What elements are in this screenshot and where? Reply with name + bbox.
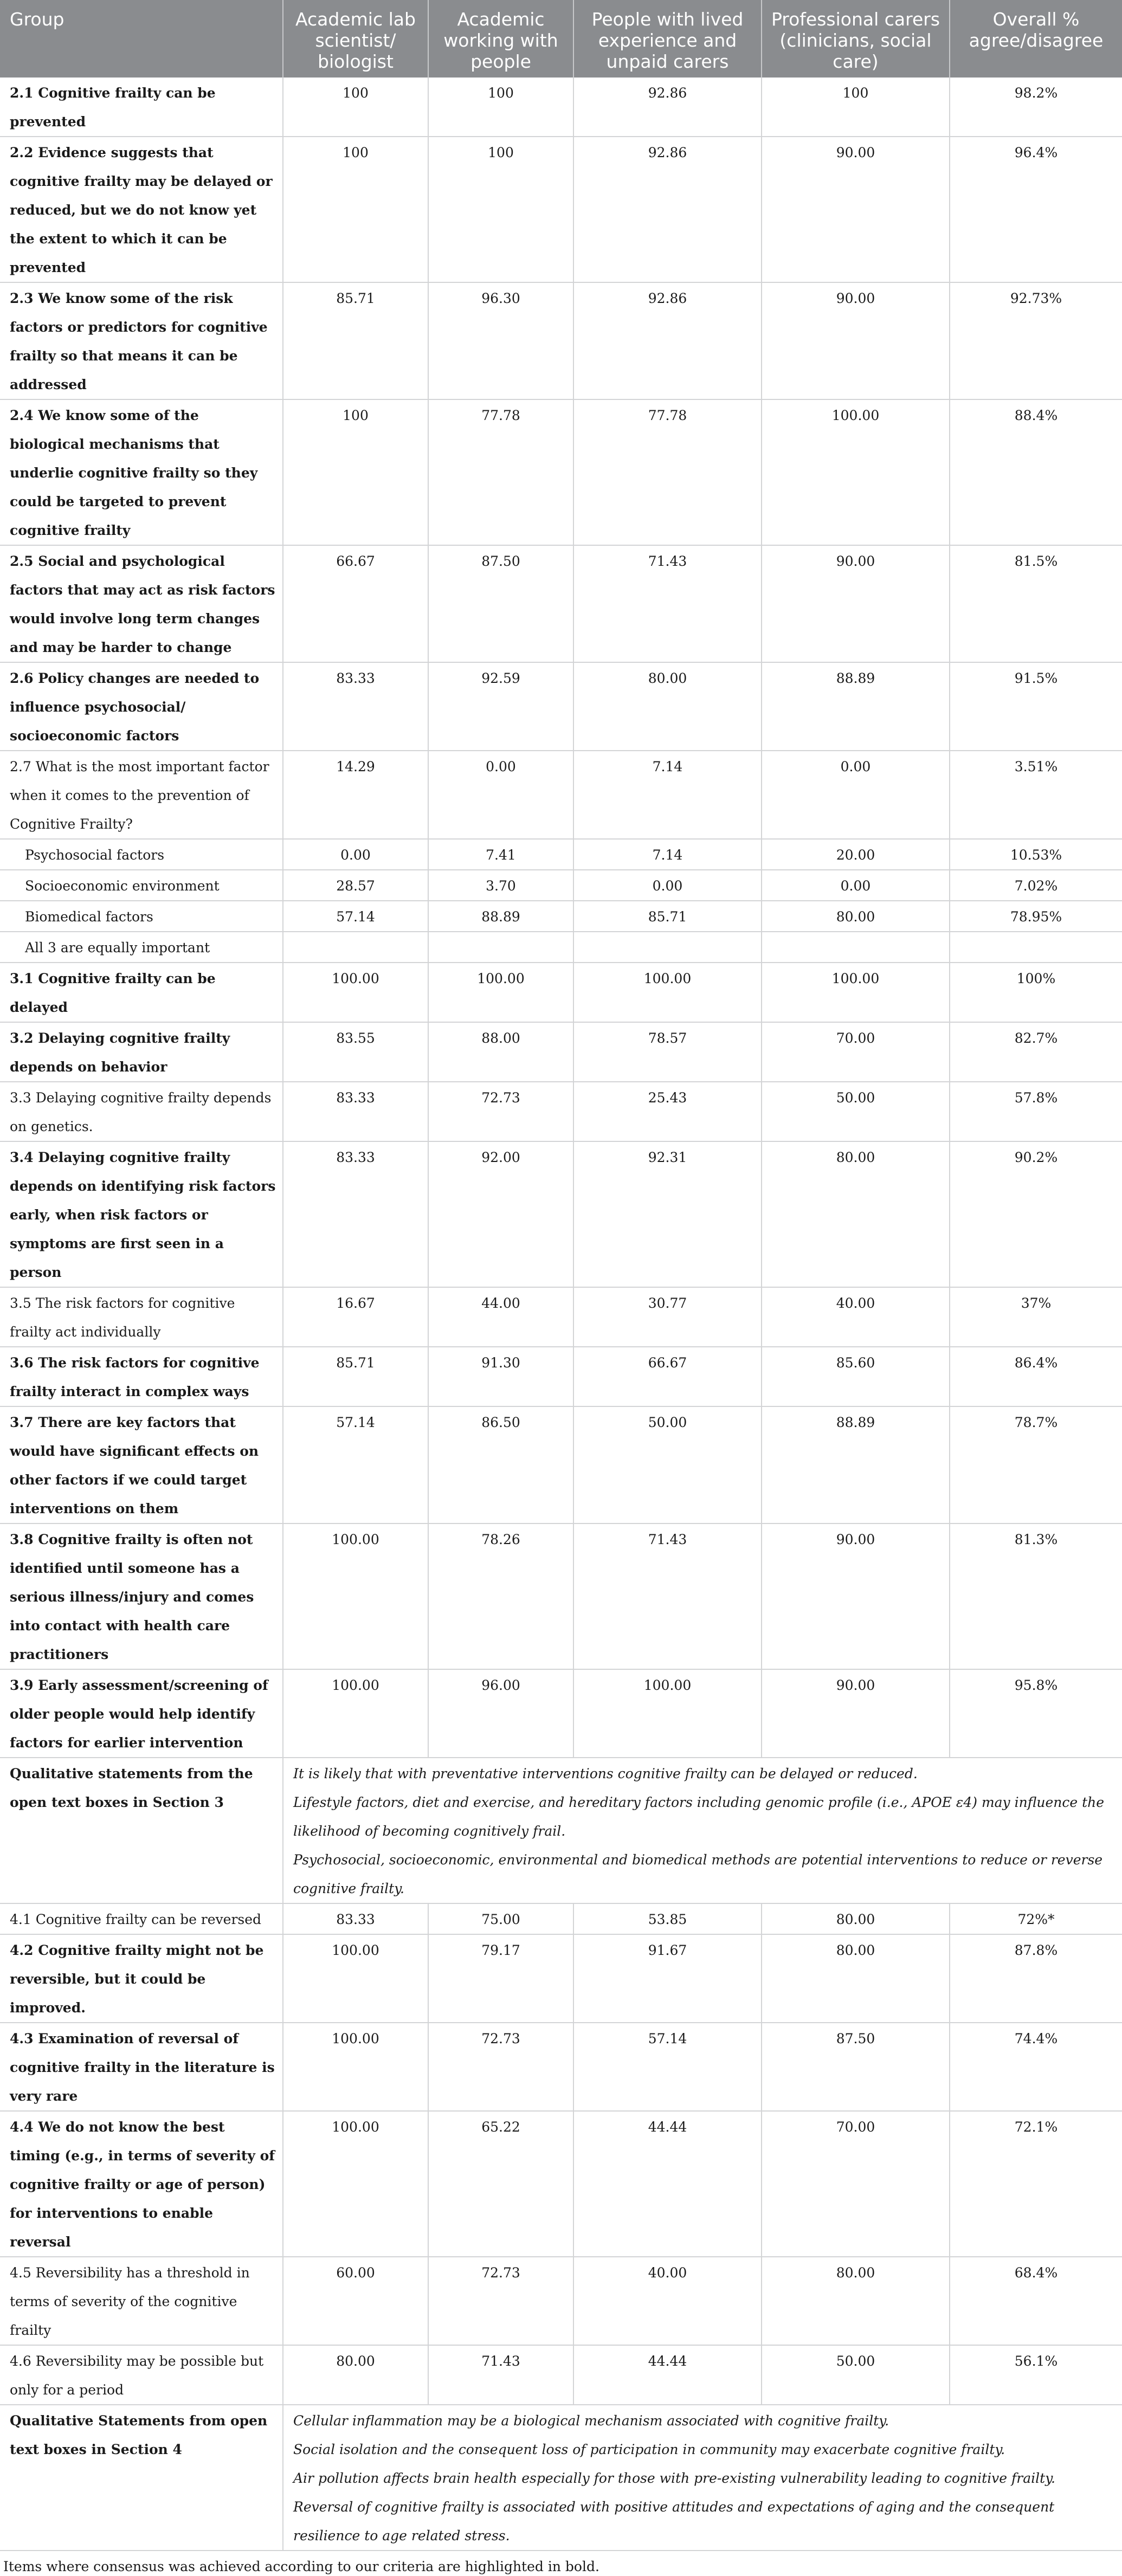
statement-cell: All 3 are equally important <box>0 932 283 963</box>
value-cell: 81.3% <box>950 1523 1122 1669</box>
value-cell: 3.51% <box>950 751 1122 839</box>
value-cell: 90.00 <box>762 1523 950 1669</box>
value-cell: 7.14 <box>573 751 762 839</box>
table-row <box>0 399 1122 545</box>
table-row <box>0 751 1122 839</box>
value-cell: 100 <box>762 78 950 137</box>
value-cell: 86.4% <box>950 1347 1122 1406</box>
value-cell: 79.17 <box>428 1934 573 2023</box>
table-row <box>0 963 1122 1022</box>
table-row <box>0 662 1122 751</box>
statement-cell: 4.6 Reversibility may be possible but only for a period <box>0 2345 283 2405</box>
table-row <box>0 870 1122 901</box>
value-cell: 80.00 <box>283 2345 428 2405</box>
value-cell: 60.00 <box>283 2257 428 2345</box>
statement-cell: 3.6 The risk factors for cognitive frailty interact in complex ways <box>0 1347 283 1406</box>
value-cell: 16.67 <box>283 1287 428 1347</box>
table-row <box>0 1669 1122 1758</box>
qualitative-statements <box>283 2405 1122 2551</box>
statement-cell: 3.8 Cognitive frailty is often not identified until someone has a serious illness/injury and comes into contact with health care practitioners <box>0 1523 283 1669</box>
value-cell: 85.71 <box>573 901 762 932</box>
statement-cell: 2.1 Cognitive frailty can be prevented <box>0 78 283 137</box>
statement-cell: 4.3 Examination of reversal of cognitive frailty in the literature is very rare <box>0 2023 283 2111</box>
value-cell: 100.00 <box>283 1523 428 1669</box>
value-cell: 50.00 <box>573 1406 762 1523</box>
value-cell: 80.00 <box>762 901 950 932</box>
value-cell: 100.00 <box>428 963 573 1022</box>
value-cell: 30.77 <box>573 1287 762 1347</box>
value-cell: 78.57 <box>573 1022 762 1082</box>
qualitative-statement: It is likely that with preventative interventions cognitive frailty can be delayed or reduced. <box>293 1766 918 1781</box>
statement-cell: Psychosocial factors <box>0 839 283 870</box>
value-cell: 92.59 <box>428 662 573 751</box>
value-cell <box>283 932 428 963</box>
value-cell: 88.4% <box>950 399 1122 545</box>
value-cell: 100.00 <box>573 1669 762 1758</box>
table-row <box>0 1347 1122 1406</box>
value-cell: 66.67 <box>283 545 428 662</box>
value-cell: 44.44 <box>573 2345 762 2405</box>
table-row <box>0 1141 1122 1287</box>
value-cell: 90.2% <box>950 1141 1122 1287</box>
value-cell: 40.00 <box>762 1287 950 1347</box>
table-row <box>0 932 1122 963</box>
value-cell: 81.5% <box>950 545 1122 662</box>
value-cell: 100 <box>283 399 428 545</box>
table-row <box>0 1934 1122 2023</box>
statement-cell: 4.5 Reversibility has a threshold in terms of severity of the cognitive frailty <box>0 2257 283 2345</box>
value-cell: 83.33 <box>283 662 428 751</box>
value-cell: 91.5% <box>950 662 1122 751</box>
value-cell: 0.00 <box>573 870 762 901</box>
value-cell <box>428 932 573 963</box>
value-cell: 85.71 <box>283 1347 428 1406</box>
value-cell: 71.43 <box>573 1523 762 1669</box>
value-cell: 72%* <box>950 1903 1122 1934</box>
value-cell: 87.50 <box>762 2023 950 2111</box>
value-cell: 70.00 <box>762 1022 950 1082</box>
value-cell: 100 <box>283 137 428 282</box>
statement-cell: Socioeconomic environment <box>0 870 283 901</box>
qualitative-statements <box>283 1758 1122 1903</box>
statement-cell: Biomedical factors <box>0 901 283 932</box>
value-cell: 86.50 <box>428 1406 573 1523</box>
value-cell <box>762 932 950 963</box>
table-row <box>0 1287 1122 1347</box>
value-cell: 100.00 <box>283 1934 428 2023</box>
value-cell: 72.73 <box>428 2257 573 2345</box>
value-cell: 92.73% <box>950 282 1122 399</box>
value-cell: 96.4% <box>950 137 1122 282</box>
value-cell: 57.14 <box>283 901 428 932</box>
value-cell: 71.43 <box>428 2345 573 2405</box>
value-cell: 95.8% <box>950 1669 1122 1758</box>
value-cell: 80.00 <box>762 1934 950 2023</box>
value-cell: 100.00 <box>283 2111 428 2257</box>
value-cell: 100.00 <box>762 963 950 1022</box>
value-cell: 65.22 <box>428 2111 573 2257</box>
statement-cell: 3.7 There are key factors that would have significant effects on other factors if we could target interventions on them <box>0 1406 283 1523</box>
statement-cell: 3.9 Early assessment/screening of older people would help identify factors for earlier intervention <box>0 1669 283 1758</box>
value-cell: 100 <box>428 137 573 282</box>
value-cell: 44.44 <box>573 2111 762 2257</box>
table-row <box>0 2111 1122 2257</box>
value-cell: 100.00 <box>283 963 428 1022</box>
header-professional-carers: Professional carers (clinicians, social care) <box>762 0 950 78</box>
table-row <box>0 1082 1122 1141</box>
qualitative-statement: Reversal of cognitive frailty is associated with positive attitudes and expectations of aging and the consequent resilience to age related stress. <box>293 2499 1055 2543</box>
statement-cell: 2.5 Social and psychological factors that may act as risk factors would involve long term changes and may be harder to change <box>0 545 283 662</box>
value-cell: 92.31 <box>573 1141 762 1287</box>
table-body <box>0 78 1122 2551</box>
value-cell: 82.7% <box>950 1022 1122 1082</box>
qualitative-statement: Psychosocial, socioeconomic, environmental and biomedical methods are potential interventions to reduce or reverse cognitive frailty. <box>293 1852 1103 1896</box>
table-row <box>0 839 1122 870</box>
qualitative-label: Qualitative Statements from open text boxes in Section 4 <box>0 2405 283 2551</box>
value-cell: 37% <box>950 1287 1122 1347</box>
qualitative-statement: Cellular inflammation may be a biological mechanism associated with cognitive frailty. <box>293 2413 889 2429</box>
table-row <box>0 1022 1122 1082</box>
table-row <box>0 78 1122 137</box>
value-cell: 40.00 <box>573 2257 762 2345</box>
statement-cell: 2.2 Evidence suggests that cognitive frailty may be delayed or reduced, but we do not know yet the extent to which it can be prevented <box>0 137 283 282</box>
value-cell: 88.89 <box>762 1406 950 1523</box>
value-cell: 0.00 <box>428 751 573 839</box>
value-cell: 53.85 <box>573 1903 762 1934</box>
value-cell: 75.00 <box>428 1903 573 1934</box>
value-cell: 80.00 <box>573 662 762 751</box>
value-cell: 87.8% <box>950 1934 1122 2023</box>
value-cell: 90.00 <box>762 545 950 662</box>
value-cell: 83.33 <box>283 1082 428 1141</box>
value-cell: 78.95% <box>950 901 1122 932</box>
value-cell: 57.14 <box>283 1406 428 1523</box>
statement-cell: 2.7 What is the most important factor when it comes to the prevention of Cognitive Frailty? <box>0 751 283 839</box>
value-cell: 70.00 <box>762 2111 950 2257</box>
statement-cell: 3.4 Delaying cognitive frailty depends on identifying risk factors early, when risk factors or symptoms are first seen in a person <box>0 1141 283 1287</box>
table-row <box>0 901 1122 932</box>
footnote: Items where consensus was achieved according to our criteria are highlighted in bold. <box>3 2559 599 2574</box>
value-cell: 80.00 <box>762 1903 950 1934</box>
value-cell: 92.86 <box>573 78 762 137</box>
header-overall: Overall % agree/disagree <box>950 0 1122 78</box>
value-cell <box>950 932 1122 963</box>
value-cell: 25.43 <box>573 1082 762 1141</box>
value-cell: 88.00 <box>428 1022 573 1082</box>
qualitative-label: Qualitative statements from the open text boxes in Section 3 <box>0 1758 283 1903</box>
value-cell: 92.86 <box>573 282 762 399</box>
value-cell: 50.00 <box>762 2345 950 2405</box>
value-cell: 44.00 <box>428 1287 573 1347</box>
value-cell: 91.30 <box>428 1347 573 1406</box>
table-header <box>0 0 1122 78</box>
value-cell: 3.70 <box>428 870 573 901</box>
statement-cell: 3.3 Delaying cognitive frailty depends on genetics. <box>0 1082 283 1141</box>
value-cell: 10.53% <box>950 839 1122 870</box>
table-row <box>0 282 1122 399</box>
table-row <box>0 1903 1122 1934</box>
value-cell: 91.67 <box>573 1934 762 2023</box>
value-cell <box>573 932 762 963</box>
value-cell: 96.00 <box>428 1669 573 1758</box>
table-row <box>0 1523 1122 1669</box>
value-cell: 74.4% <box>950 2023 1122 2111</box>
value-cell: 88.89 <box>428 901 573 932</box>
value-cell: 100.00 <box>283 1669 428 1758</box>
value-cell: 85.71 <box>283 282 428 399</box>
value-cell: 66.67 <box>573 1347 762 1406</box>
value-cell: 83.33 <box>283 1903 428 1934</box>
value-cell: 68.4% <box>950 2257 1122 2345</box>
value-cell: 88.89 <box>762 662 950 751</box>
value-cell: 83.55 <box>283 1022 428 1082</box>
qualitative-row <box>0 1758 1122 1903</box>
statement-cell: 4.4 We do not know the best timing (e.g., in terms of severity of cognitive frailty or age of person) for interventions to enable reversal <box>0 2111 283 2257</box>
value-cell: 90.00 <box>762 137 950 282</box>
qualitative-statement: Social isolation and the consequent loss of participation in community may exacerbate cognitive frailty. <box>293 2442 1005 2457</box>
value-cell: 72.73 <box>428 2023 573 2111</box>
statement-cell: 3.2 Delaying cognitive frailty depends on behavior <box>0 1022 283 1082</box>
value-cell: 90.00 <box>762 1669 950 1758</box>
value-cell: 77.78 <box>573 399 762 545</box>
value-cell: 96.30 <box>428 282 573 399</box>
statement-cell: 4.2 Cognitive frailty might not be reversible, but it could be improved. <box>0 1934 283 2023</box>
value-cell: 100 <box>283 78 428 137</box>
value-cell: 98.2% <box>950 78 1122 137</box>
value-cell: 0.00 <box>762 751 950 839</box>
qualitative-row <box>0 2405 1122 2551</box>
value-cell: 80.00 <box>762 2257 950 2345</box>
value-cell: 83.33 <box>283 1141 428 1287</box>
value-cell: 78.7% <box>950 1406 1122 1523</box>
value-cell: 85.60 <box>762 1347 950 1406</box>
table-row <box>0 545 1122 662</box>
value-cell: 57.14 <box>573 2023 762 2111</box>
value-cell: 100% <box>950 963 1122 1022</box>
value-cell: 7.41 <box>428 839 573 870</box>
value-cell: 100.00 <box>573 963 762 1022</box>
header-group: Group <box>0 0 283 78</box>
qualitative-statement: Lifestyle factors, diet and exercise, and hereditary factors including genomic profile (i.e., APOE ε4) may influence the likelihood of becoming cognitively frail. <box>293 1794 1105 1839</box>
statement-cell: 3.5 The risk factors for cognitive frailty act individually <box>0 1287 283 1347</box>
value-cell: 92.00 <box>428 1141 573 1287</box>
value-cell: 87.50 <box>428 545 573 662</box>
value-cell: 7.14 <box>573 839 762 870</box>
statement-cell: 2.6 Policy changes are needed to influence psychosocial/ socioeconomic factors <box>0 662 283 751</box>
value-cell: 14.29 <box>283 751 428 839</box>
value-cell: 77.78 <box>428 399 573 545</box>
table-row <box>0 2257 1122 2345</box>
table-row <box>0 1406 1122 1523</box>
value-cell: 50.00 <box>762 1082 950 1141</box>
value-cell: 90.00 <box>762 282 950 399</box>
value-cell: 28.57 <box>283 870 428 901</box>
value-cell: 56.1% <box>950 2345 1122 2405</box>
statement-cell: 2.3 We know some of the risk factors or predictors for cognitive frailty so that means it can be addressed <box>0 282 283 399</box>
table-row <box>0 2023 1122 2111</box>
value-cell: 78.26 <box>428 1523 573 1669</box>
statement-cell: 2.4 We know some of the biological mechanisms that underlie cognitive frailty so they could be targeted to prevent cognitive frailty <box>0 399 283 545</box>
value-cell: 80.00 <box>762 1141 950 1287</box>
value-cell: 0.00 <box>283 839 428 870</box>
statement-cell: 3.1 Cognitive frailty can be delayed <box>0 963 283 1022</box>
value-cell: 100.00 <box>283 2023 428 2111</box>
value-cell: 72.1% <box>950 2111 1122 2257</box>
header-academic-people: Academic working with people <box>428 0 573 78</box>
value-cell: 72.73 <box>428 1082 573 1141</box>
statement-cell: 4.1 Cognitive frailty can be reversed <box>0 1903 283 1934</box>
qualitative-statement: Air pollution affects brain health especially for those with pre-existing vulnerability leading to cognitive frailty. <box>293 2470 1055 2486</box>
value-cell: 100.00 <box>762 399 950 545</box>
value-cell: 7.02% <box>950 870 1122 901</box>
value-cell: 92.86 <box>573 137 762 282</box>
value-cell: 20.00 <box>762 839 950 870</box>
header-lab-scientist: Academic lab scientist/ biologist <box>283 0 428 78</box>
value-cell: 71.43 <box>573 545 762 662</box>
table-row <box>0 2345 1122 2405</box>
value-cell: 57.8% <box>950 1082 1122 1141</box>
table-row <box>0 137 1122 282</box>
header-lived-experience: People with lived experience and unpaid carers <box>573 0 762 78</box>
value-cell: 0.00 <box>762 870 950 901</box>
value-cell: 100 <box>428 78 573 137</box>
